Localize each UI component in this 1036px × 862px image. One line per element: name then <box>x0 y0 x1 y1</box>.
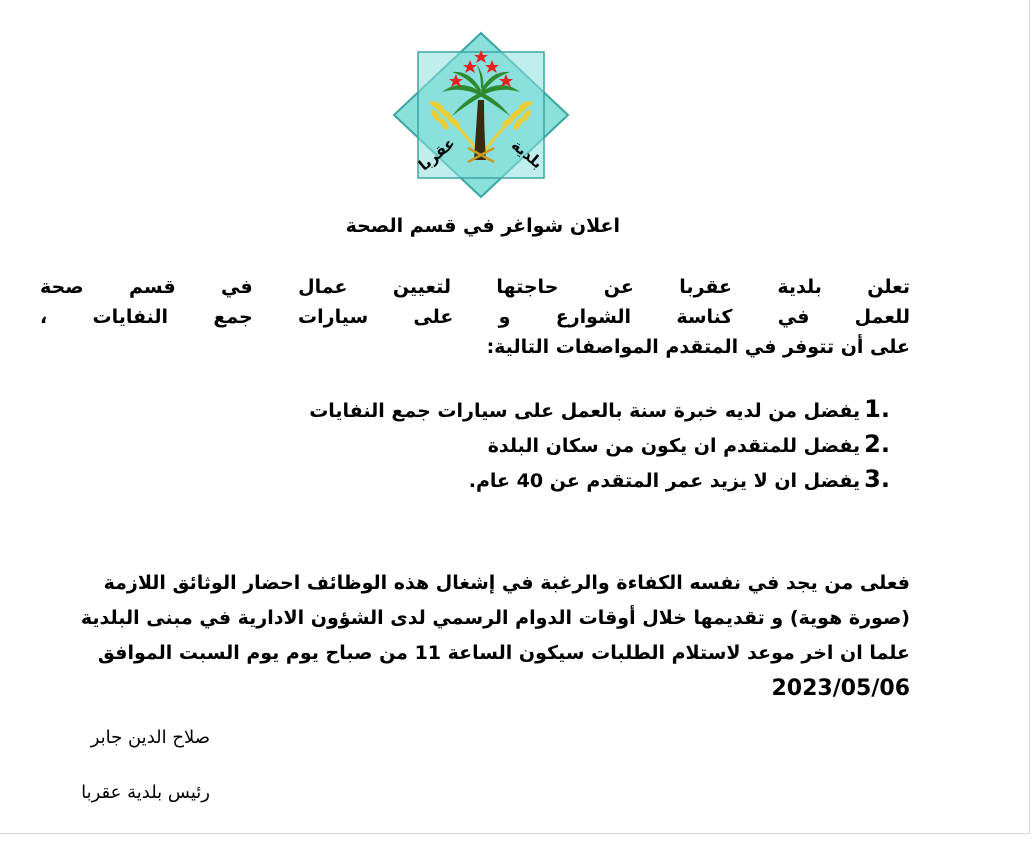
intro-paragraph <box>40 272 910 362</box>
requirement-text: يفضل من لديه خبرة سنة بالعمل على سيارات جمع النفايات <box>309 400 861 422</box>
svg-text:عقربا: عقربا <box>415 133 459 175</box>
requirement-item <box>200 393 890 428</box>
announcement-title: اعلان شواغر في قسم الصحة <box>345 215 620 237</box>
svg-text:بلدية: بلدية <box>507 135 547 173</box>
municipality-logo <box>390 30 572 200</box>
closing-line: علما ان اخر موعد لاستلام الطلبات سيكون الساعة 11 من صباح يوم يوم السبت الموافق <box>97 642 910 664</box>
requirements-list <box>200 393 890 498</box>
requirement-number: 3. <box>864 465 890 493</box>
intro-line: تعلن بلدية عقربا عن حاجتها لتعيين عمال في قسم صحة <box>40 276 910 298</box>
requirement-item <box>200 463 890 498</box>
intro-line: للعمل في كناسة الشوارع و على سيارات جمع النفايات ، <box>40 306 910 328</box>
requirement-text: يفضل للمتقدم ان يكون من سكان البلدة <box>487 435 861 457</box>
requirement-number: 1. <box>864 395 890 423</box>
requirement-number: 2. <box>864 430 890 458</box>
signatory-name: صلاح الدين جابر <box>90 727 210 748</box>
intro-line: على أن تتوفر في المتقدم المواصفات التالية: <box>486 336 910 358</box>
closing-line: فعلى من يجد في نفسه الكفاءة والرغبة في إشغال هذه الوظائف احضار الوثائق اللازمة <box>103 572 910 594</box>
closing-line: (صورة هوية) و تقديمها خلال أوقات الدوام الرسمي لدى الشؤون الادارية في مبنى البلدية <box>80 607 910 629</box>
signatory-position: رئيس بلدية عقربا <box>81 782 210 803</box>
requirement-text: يفضل ان لا يزيد عمر المتقدم عن 40 عام. <box>468 470 861 492</box>
closing-paragraph <box>60 566 910 706</box>
requirement-item <box>200 428 890 463</box>
deadline-date: 2023/05/06 <box>771 676 910 701</box>
